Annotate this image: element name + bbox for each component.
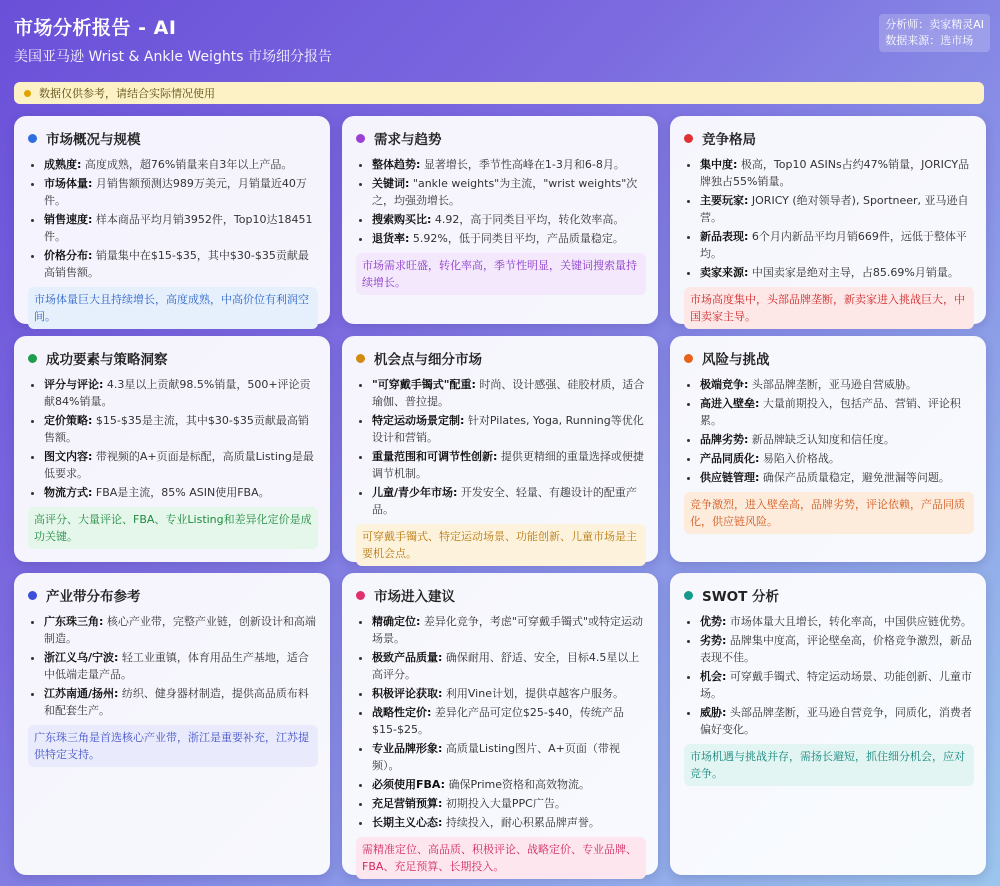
list-item (700, 264, 974, 281)
card-list (356, 376, 646, 518)
analysis-card (670, 336, 986, 562)
item-key: 精确定位: (372, 615, 421, 628)
bullet-dot-icon (28, 591, 37, 600)
card-title (684, 585, 974, 605)
list-item (700, 632, 974, 666)
card-list (356, 613, 646, 831)
item-value: 高度成熟，超76%销量来自3年以上产品。 (81, 158, 293, 171)
item-key: 销售速度: (44, 213, 93, 226)
card-list (684, 613, 974, 738)
item-value: 确保Prime资格和高效物流。 (445, 778, 591, 791)
source-label: 数据来源：选市场 (885, 34, 974, 47)
card-summary: 市场机遇与挑战并存，需扬长避短，抓住细分机会，应对竞争。 (684, 744, 974, 786)
item-value: 开发安全、轻量、有趣设计的配重产品。 (372, 486, 637, 516)
item-value: 可穿戴手镯式、特定运动场景、功能创新、儿童市场。 (700, 670, 972, 700)
item-key: 主要玩家: (700, 194, 749, 207)
item-value: 头部品牌垄断，亚马逊自营威胁。 (748, 378, 917, 391)
analysis-card (670, 573, 986, 875)
analysis-card (342, 116, 658, 324)
item-value: FBA是主流，85% ASIN使用FBA。 (92, 486, 270, 499)
list-item (372, 776, 646, 793)
item-value: 确保产品质量稳定，避免泄漏等问题。 (759, 471, 950, 484)
list-item (700, 228, 974, 262)
card-summary: 竞争激烈，进入壁垒高，品牌劣势，评论依赖，产品同质化，供应链风险。 (684, 492, 974, 534)
list-item (44, 484, 318, 501)
item-key: "可穿戴手镯式"配重: (372, 378, 476, 391)
card-title-text: 风险与挑战 (702, 352, 770, 368)
card-title-text: 机会点与细分市场 (374, 352, 482, 368)
item-key: 机会: (700, 670, 727, 683)
card-list (684, 376, 974, 486)
card-summary: 市场需求旺盛，转化率高，季节性明显，关键词搜索量持续增长。 (356, 253, 646, 295)
bullet-dot-icon (684, 354, 693, 363)
list-item (44, 613, 318, 647)
card-title (684, 128, 974, 148)
item-key: 战略性定价: (372, 706, 432, 719)
list-item (700, 668, 974, 702)
bullet-dot-icon (356, 354, 365, 363)
item-value: 4.3星以上贡献98.5%销量，500+评论贡献84%销量。 (44, 378, 311, 408)
list-item (44, 376, 318, 410)
item-key: 图文内容: (44, 450, 93, 463)
list-item (372, 376, 646, 410)
item-value: 持续投入，耐心积累品牌声誉。 (442, 816, 600, 829)
item-key: 广东珠三角: (44, 615, 104, 628)
disclaimer-text: 数据仅供参考，请结合实际情况使用 (39, 87, 215, 100)
item-key: 产品同质化: (700, 452, 760, 465)
item-value: 月销售额预测达989万美元，月销量近40万件。 (44, 177, 307, 207)
item-value: 确保耐用、舒适、安全，目标4.5星以上高评分。 (372, 651, 640, 681)
list-item (372, 412, 646, 446)
list-item (700, 376, 974, 393)
item-value: JORICY (绝对领导者), Sportneer, 亚马逊自营。 (700, 194, 969, 224)
card-title-text: SWOT 分析 (702, 589, 779, 605)
list-item (700, 613, 974, 630)
item-value: 头部品牌垄断，亚马逊自营竞争，同质化，消费者偏好变化。 (700, 706, 972, 736)
card-title-text: 需求与趋势 (374, 132, 442, 148)
item-key: 卖家来源: (700, 266, 749, 279)
card-title-text: 市场进入建议 (374, 589, 455, 605)
list-item (372, 211, 646, 228)
item-value: 纺织、健身器材制造，提供高品质布料和配套生产。 (44, 687, 309, 717)
item-key: 退货率: (372, 232, 410, 245)
list-item (372, 175, 646, 209)
item-key: 关键词: (372, 177, 410, 190)
item-value: "ankle weights"为主流，"wrist weights"次之，均强劲增长。 (372, 177, 638, 207)
item-value: 初期投入大量PPC广告。 (442, 797, 566, 810)
analysis-card (14, 116, 330, 324)
item-value: 高质量Listing图片、A+页面（带视频）。 (372, 742, 620, 772)
item-value: 市场体量大且增长，转化率高，中国供应链优势。 (726, 615, 972, 628)
card-list (356, 156, 646, 247)
list-item (700, 156, 974, 190)
card-title-text: 成功要素与策略洞察 (46, 352, 168, 368)
card-summary: 可穿戴手镯式、特定运动场景、功能创新、儿童市场是主要机会点。 (356, 524, 646, 566)
item-key: 儿童/青少年市场: (372, 486, 458, 499)
list-item (700, 192, 974, 226)
card-list (28, 376, 318, 501)
list-item (700, 469, 974, 486)
item-value: 极高，Top10 ASINs占约47%销量，JORICY品牌独占55%销量。 (700, 158, 970, 188)
bullet-dot-icon (28, 134, 37, 143)
card-summary: 需精准定位、高品质、积极评论、战略定价、专业品牌、FBA、充足预算、长期投入。 (356, 837, 646, 879)
card-summary: 高评分、大量评论、FBA、专业Listing和差异化定价是成功关键。 (28, 507, 318, 549)
list-item (372, 230, 646, 247)
list-item (372, 795, 646, 812)
card-title (28, 585, 318, 605)
list-item (44, 685, 318, 719)
list-item (44, 448, 318, 482)
item-value: 大量前期投入，包括产品、营销、评论积累。 (700, 397, 961, 427)
item-value: 带视频的A+页面是标配，高质量Listing是最低要求。 (44, 450, 314, 480)
item-value: 利用Vine计划，提供卓越客户服务。 (442, 687, 624, 700)
item-value: 核心产业带，完整产业链，创新设计和高端制造。 (44, 615, 316, 645)
list-item (44, 156, 318, 173)
bullet-dot-icon (356, 591, 365, 600)
item-key: 威胁: (700, 706, 727, 719)
card-title-text: 产业带分布参考 (46, 589, 141, 605)
card-title (356, 348, 646, 368)
card-title (28, 128, 318, 148)
bullet-dot-icon (684, 134, 693, 143)
list-item (372, 613, 646, 647)
item-key: 成熟度: (44, 158, 82, 171)
item-value: 差异化产品可定位$25-$40，传统产品$15-$25。 (372, 706, 624, 736)
report-meta (879, 14, 990, 52)
list-item (372, 649, 646, 683)
bullet-dot-icon (28, 354, 37, 363)
list-item (700, 704, 974, 738)
card-list (684, 156, 974, 281)
list-item (372, 814, 646, 831)
card-title (28, 348, 318, 368)
item-value: 针对Pilates, Yoga, Running等优化设计和营销。 (372, 414, 644, 444)
item-value: 易陷入价格战。 (759, 452, 840, 465)
page-subtitle: 美国亚马逊 Wrist & Ankle Weights 市场细分报告 (14, 49, 332, 65)
item-key: 长期主义心态: (372, 816, 443, 829)
item-value: 轻工业重镇，体育用品生产基地，适合中低端走量产品。 (44, 651, 309, 681)
analysis-card (14, 336, 330, 562)
card-summary: 广东珠三角是首选核心产业带，浙江是重要补充，江苏提供特定支持。 (28, 725, 318, 767)
card-list (28, 613, 318, 719)
card-title-text: 竞争格局 (702, 132, 756, 148)
item-value: 样本商品平均月销3952件，Top10达18451件。 (44, 213, 313, 243)
item-key: 充足营销预算: (372, 797, 443, 810)
item-value: 显著增长，季节性高峰在1-3月和6-8月。 (420, 158, 625, 171)
card-title (356, 585, 646, 605)
item-key: 极端竞争: (700, 378, 749, 391)
bullet-dot-icon (684, 591, 693, 600)
list-item (372, 740, 646, 774)
list-item (44, 412, 318, 446)
item-key: 集中度: (700, 158, 738, 171)
list-item (44, 649, 318, 683)
item-value: 5.92%，低于同类目平均，产品质量稳定。 (409, 232, 624, 245)
item-value: 品牌集中度高，评论壁垒高，价格竞争激烈，新品表现不佳。 (700, 634, 972, 664)
item-key: 供应链管理: (700, 471, 760, 484)
item-value: 时尚、设计感强、硅胶材质，适合瑜伽、普拉提。 (372, 378, 645, 408)
item-value: 6个月内新品平均月销669件，远低于整体平均。 (700, 230, 967, 260)
item-key: 特定运动场景定制: (372, 414, 465, 427)
list-item (372, 156, 646, 173)
item-key: 市场体量: (44, 177, 93, 190)
list-item (372, 448, 646, 482)
item-key: 江苏南通/扬州: (44, 687, 119, 700)
card-title-text: 市场概况与规模 (46, 132, 141, 148)
item-key: 物流方式: (44, 486, 93, 499)
report-header (0, 0, 1000, 80)
item-key: 积极评论获取: (372, 687, 443, 700)
analysis-card (14, 573, 330, 875)
item-key: 极致产品质量: (372, 651, 443, 664)
list-item (700, 450, 974, 467)
item-key: 定价策略: (44, 414, 93, 427)
item-key: 新品表现: (700, 230, 749, 243)
item-key: 搜索购买比: (372, 213, 432, 226)
list-item (44, 211, 318, 245)
item-key: 价格分布: (44, 249, 93, 262)
card-title (356, 128, 646, 148)
item-key: 浙江义乌/宁波: (44, 651, 119, 664)
card-list (28, 156, 318, 281)
list-item (44, 175, 318, 209)
card-title (684, 348, 974, 368)
analysis-card (342, 336, 658, 562)
item-key: 整体趋势: (372, 158, 421, 171)
analysis-card (670, 116, 986, 324)
card-summary: 市场高度集中，头部品牌垄断，新卖家进入挑战巨大，中国卖家主导。 (684, 287, 974, 329)
item-value: 销量集中在$15-$35，其中$30-$35贡献最高销售额。 (44, 249, 309, 279)
item-key: 必须使用FBA: (372, 778, 446, 791)
item-value: $15-$35是主流，其中$30-$35贡献最高销售额。 (44, 414, 309, 444)
item-value: 中国卖家是绝对主导，占85.69%月销量。 (748, 266, 959, 279)
item-value: 新品牌缺乏认知度和信任度。 (748, 433, 895, 446)
item-value: 差异化竞争，考虑"可穿戴手镯式"或特定运动场景。 (372, 615, 644, 645)
item-key: 劣势: (700, 634, 727, 647)
list-item (372, 484, 646, 518)
page-title: 市场分析报告 - AI (14, 17, 177, 39)
list-item (700, 395, 974, 429)
item-key: 高进入壁垒: (700, 397, 760, 410)
list-item (44, 247, 318, 281)
list-item (372, 685, 646, 702)
item-value: 4.92，高于同类目平均，转化效率高。 (431, 213, 625, 226)
card-summary: 市场体量巨大且持续增长，高度成熟，中高价位有利润空间。 (28, 287, 318, 329)
item-key: 优势: (700, 615, 727, 628)
disclaimer-banner (14, 82, 984, 104)
bullet-dot-icon (356, 134, 365, 143)
item-key: 专业品牌形象: (372, 742, 443, 755)
item-value: 提供更精细的重量选择或便捷调节机制。 (372, 450, 644, 480)
warning-dot-icon (24, 90, 31, 97)
analysis-card (342, 573, 658, 875)
list-item (372, 704, 646, 738)
item-key: 品牌劣势: (700, 433, 749, 446)
item-key: 评分与评论: (44, 378, 104, 391)
item-key: 重量范围和可调节性创新: (372, 450, 498, 463)
list-item (700, 431, 974, 448)
analyst-label: 分析师：卖家精灵AI (885, 18, 984, 31)
